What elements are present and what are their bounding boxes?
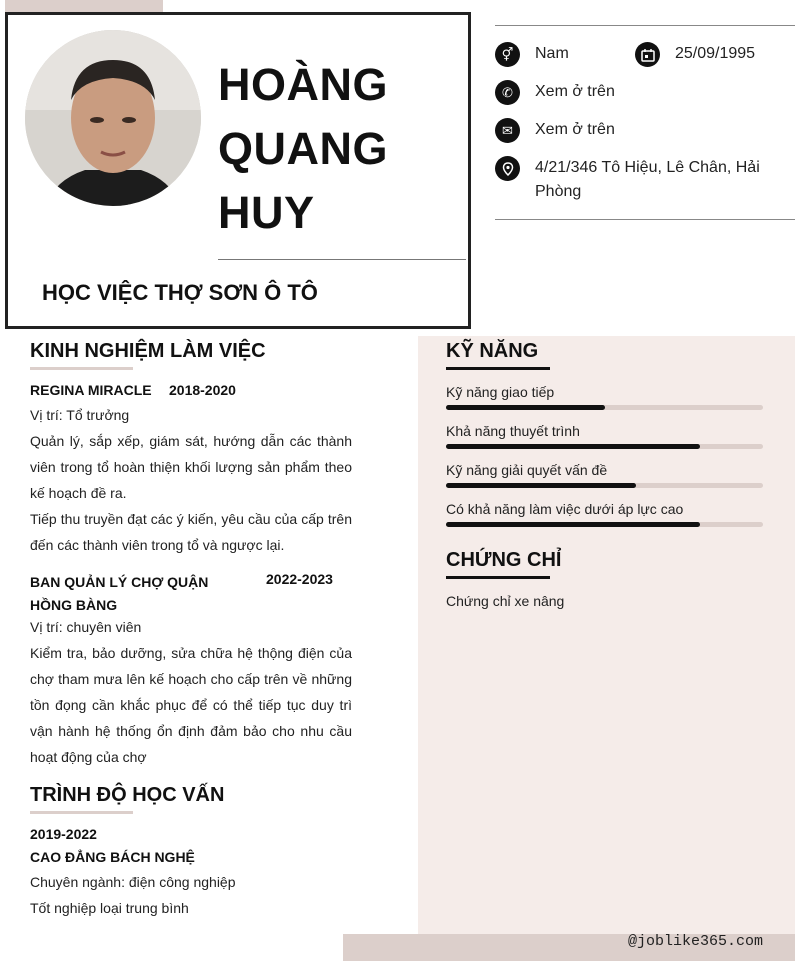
experience-title: KINH NGHIỆM LÀM VIỆC [30,340,266,362]
job-1-company: REGINA MIRACLE [30,382,152,398]
name-middle: QUANG [218,123,388,174]
footer-watermark: @joblike365.com [628,933,764,950]
certificates-title: CHỨNG CHỈ [446,549,562,571]
experience-underline [30,367,133,370]
education-underline [30,811,133,814]
skill-2-fill [446,444,700,449]
job-1-position: Vị trí: Tổ trưởng [30,407,130,423]
job-1-description-2: Tiếp thu truyền đạt các ý kiến, yêu cầu của cấp trên đến các thành viên trong tổ và ngược lại. [30,511,352,553]
job-2-period: 2022-2023 [266,571,333,587]
calendar-icon [635,42,660,67]
skill-1-fill [446,405,605,410]
skill-1-label: Kỹ năng giao tiếp [446,384,555,400]
avatar-portrait-icon [25,30,201,206]
education-title: TRÌNH ĐỘ HỌC VẤN [30,784,225,806]
gender-value: Nam [535,45,569,62]
address-value: 4/21/346 Tô Hiệu, Lê Chân, Hải Phòng [535,159,760,200]
skill-1-bar [446,405,763,410]
name-first: HOÀNG [218,59,388,110]
info-divider-bottom [495,219,795,220]
education-school: CAO ĐẲNG BÁCH NGHỆ [30,849,195,865]
job-1-period: 2018-2020 [169,382,236,398]
job-title: HỌC VIỆC THỢ SƠN Ô TÔ [42,280,318,305]
job-2-description: Kiểm tra, bảo dưỡng, sửa chữa hệ thộng điện của chợ tham mưa lên kế hoạch cho cấp trên về những tồn đọng cần khắc phục để có thể tiếp tục duy trì vận hành hệ thống ổn định đảm bảo cho nhu cầu hoạt động của chợ [30,645,352,765]
name-divider [218,259,466,260]
skill-2-bar [446,444,763,449]
location-icon [495,156,520,181]
email-icon: ✉ [495,118,520,143]
skill-3-bar [446,483,763,488]
name-last: HUY [218,187,315,238]
avatar [25,30,201,206]
job-2-position: Vị trí: chuyên viên [30,619,142,635]
phone-value: Xem ở trên [535,83,615,100]
skills-underline [446,367,550,370]
skills-title: KỸ NĂNG [446,340,539,362]
email-value: Xem ở trên [535,121,615,138]
skill-4-bar [446,522,763,527]
job-1-description-1: Quản lý, sắp xếp, giám sát, hướng dẫn các thành viên trong tổ hoàn thiện khối lượng sản phẩm theo kế hoạch đề ra. [30,433,352,501]
skill-3-fill [446,483,636,488]
info-divider-top [495,25,795,26]
phone-icon: ✆ [495,80,520,105]
birthdate-value: 25/09/1995 [675,45,756,62]
certificates-underline [446,576,550,579]
education-period: 2019-2022 [30,826,97,842]
skill-2-label: Khả năng thuyết trình [446,423,580,439]
education-major: Chuyên ngành: điện công nghiệp [30,874,236,890]
skill-3-label: Kỹ năng giải quyết vấn đề [446,462,608,478]
certificate-item: Chứng chỉ xe nâng [446,593,565,609]
job-2-company: BAN QUẢN LÝ CHỢ QUẬN HỒNG BÀNG [30,574,209,613]
gender-icon: ⚥ [495,42,520,67]
skill-4-label: Có khả năng làm việc dưới áp lực cao [446,501,684,517]
skill-4-fill [446,522,700,527]
education-grade: Tốt nghiệp loại trung bình [30,900,189,916]
